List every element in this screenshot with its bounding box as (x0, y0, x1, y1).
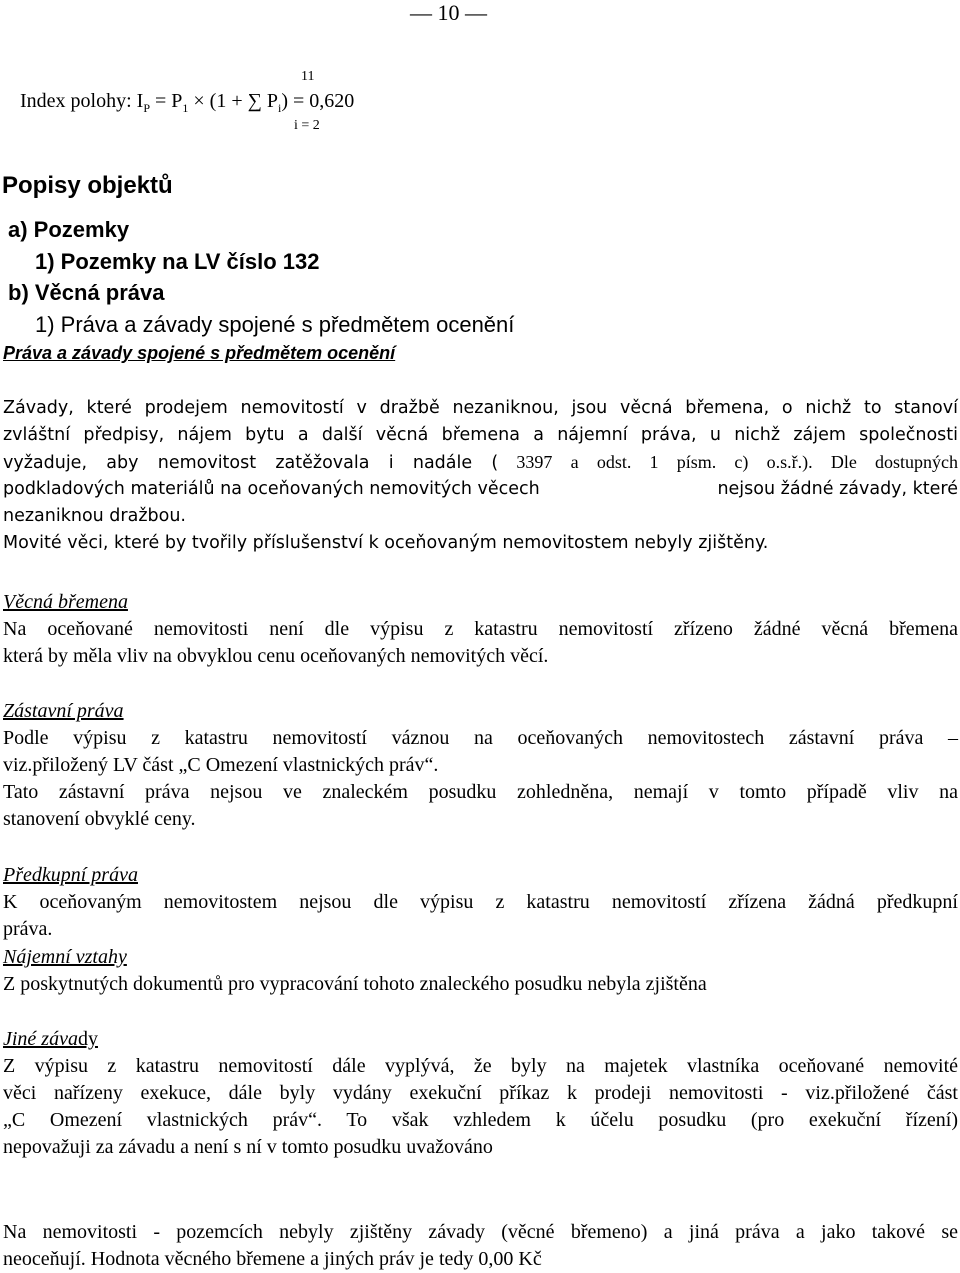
formula-sub-1: 1 (182, 101, 189, 115)
outline-a: a) Pozemky (8, 217, 130, 242)
vecna-line-1: Na oceňované nemovitosti není dle výpisu z katastru nemovitostí zřízeno žádné věcná břemena (3, 618, 958, 640)
zavady-line-4a: podkladových materiálů na oceňovaných nemovitých věcech (3, 479, 540, 499)
formula-sub-i: i (278, 101, 282, 115)
final-paragraph (3, 1219, 958, 1273)
predkupni-prava-section (3, 862, 958, 943)
formula-mid: = P (150, 90, 183, 112)
zastavni-prava-section (3, 698, 958, 833)
jine-zavady-title-b: dy (77, 1028, 98, 1050)
jine-zavady-section (3, 1026, 958, 1161)
najemni-vztahy-title: Nájemní vztahy (3, 946, 127, 968)
predkupni-line-1: K oceňovaným nemovitostem nejsou dle výpisu z katastru nemovitostí zřízena žádná předkupní (3, 891, 958, 913)
index-formula (20, 90, 354, 116)
formula-sum-upper: 11 (301, 69, 315, 84)
outline-b1: 1) Práva a závady spojené s předmětem ocenění (35, 312, 515, 337)
jine-line-1: Z výpisu z katastru nemovitostí dále vyplývá, že byly na majetek vlastníka oceňované nemovité (3, 1055, 958, 1077)
outline-b: b) Věcná práva (8, 280, 165, 305)
zavady-line-4b: nejsou žádné závady, které (717, 479, 958, 499)
zavady-line-2: zvláštní předpisy, nájem bytu a další věcná břemena a nájemní práva, u nichž zájem společnosti (3, 425, 958, 445)
jine-line-3: „C Omezení vlastnických práv“. To však vzhledem k účelu posudku (pro exekuční řízení) (3, 1109, 958, 1131)
zavady-line-3 (3, 449, 958, 476)
formula-sum-lower: i = 2 (294, 118, 320, 133)
jine-zavady-title (3, 1026, 958, 1053)
sigma-symbol: ∑ (247, 90, 262, 112)
outline-subheading: Práva a závady spojené s předmětem ocenění (3, 343, 396, 363)
final-line-2: neoceňují. Hodnota věcného břemene a jiných práv je tedy 0,00 Kč (3, 1248, 542, 1270)
zastavni-line-2: viz.přiložený LV část „C Omezení vlastnických práv“. (3, 754, 439, 776)
zavady-line-3c: Dle dostupných (812, 452, 959, 472)
najemni-vztahy-section (3, 944, 958, 998)
zastavni-line-1: Podle výpisu z katastru nemovitostí váznou na oceňovaných nemovitostech zástavní práva – (3, 727, 958, 749)
formula-rest-b: ) = 0,620 (281, 90, 355, 112)
predkupni-line-2: práva. (3, 918, 53, 940)
zastavni-line-4: stanovení obvyklé ceny. (3, 808, 196, 830)
zavady-line-6: Movité věci, které by tvořily příslušenství k oceňovaným nemovitostem nebyly zjištěny. (3, 533, 769, 553)
zavady-line-3b: 3397 a odst. 1 písm. c) o.s.ř.). (498, 452, 813, 472)
zavady-paragraph (3, 395, 958, 557)
zavady-line-4 (3, 476, 958, 503)
zavady-line-5: nezaniknou dražbou. (3, 506, 186, 526)
jine-line-4: nepovažuji za závadu a není s ní v tomto posudku uvažováno (3, 1136, 493, 1158)
jine-zavady-title-a: Jiné záva (3, 1028, 78, 1050)
vecna-bremena-title: Věcná břemena (3, 591, 128, 613)
zavady-line-3a: vyžaduje, aby nemovitost zatěžovala i nadále ( (3, 453, 499, 473)
formula-p-i: P (261, 90, 279, 112)
section-heading: Popisy objektů (2, 172, 173, 199)
najemni-line-1: Z poskytnutých dokumentů pro vypracování tohoto znaleckého posudku nebyla zjištěna (3, 973, 707, 995)
zastavni-prava-title: Zástavní práva (3, 700, 124, 722)
zastavni-line-3: Tato zástavní práva nejsou ve znaleckém posudku zohledněna, nemají v tomto případě vliv na (3, 781, 958, 803)
formula-sub-p: P (143, 101, 150, 115)
zavady-line-1: Závady, které prodejem nemovitostí v dražbě nezaniknou, jsou věcná břemena, o nichž to stanoví (3, 398, 958, 418)
jine-line-2: věci nařízeny exekuce, dále byly vydány exekuční příkaz k prodeji nemovitosti - viz.přiložené část (3, 1082, 958, 1104)
vecna-bremena-section (3, 589, 958, 670)
outline-a1: 1) Pozemky na LV číslo 132 (35, 249, 320, 274)
predkupni-prava-title: Předkupní práva (3, 864, 138, 886)
vecna-line-2: která by měla vliv na obvyklou cenu oceňovaných nemovitých věcí. (3, 645, 549, 667)
formula-prefix: Index polohy: I (20, 90, 144, 112)
page-number: — 10 — (410, 0, 487, 25)
formula-rest-a: × (1 + (188, 90, 248, 112)
final-line-1: Na nemovitosti - pozemcích nebyly zjištěny závady (věcné břemeno) a jiná práva a jako takové se (3, 1221, 958, 1243)
